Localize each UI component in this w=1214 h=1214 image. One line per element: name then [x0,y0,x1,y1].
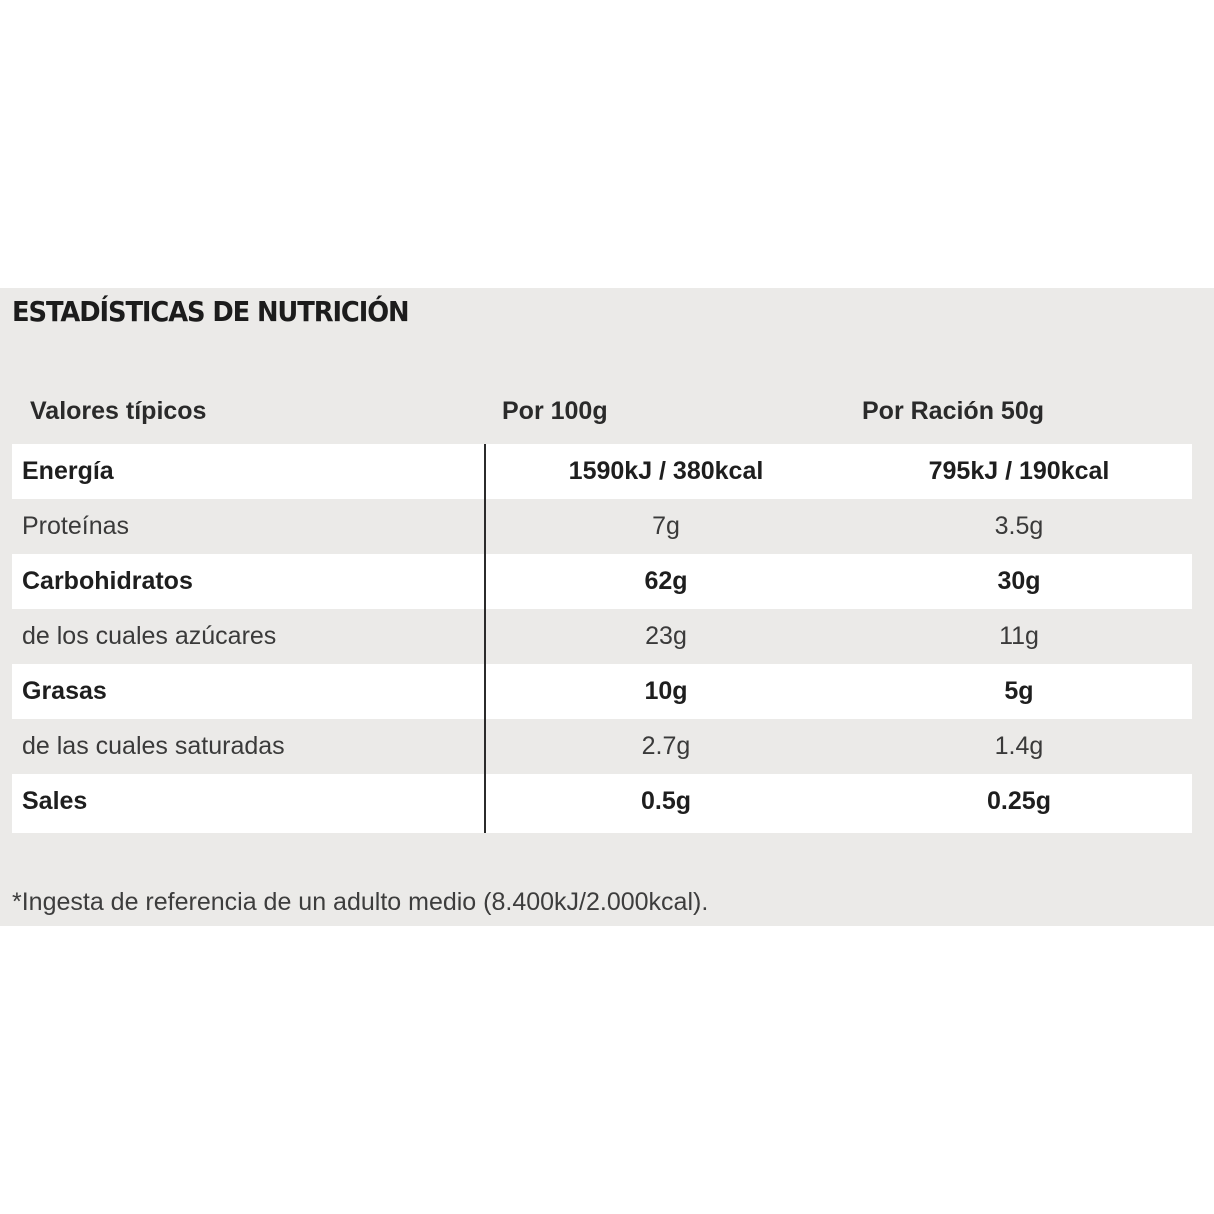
row-label: de los cuales azúcares [22,622,277,650]
row-label: de las cuales saturadas [22,732,285,760]
row-value-per-serving: 0.25g [987,787,1051,815]
row-value-per-serving: 795kJ / 190kcal [928,457,1110,485]
page-title: ESTADÍSTICAS DE NUTRICIÓN [12,295,409,328]
row-label: Energía [22,457,114,485]
row-value-per-100g: 10g [644,677,688,705]
row-value-per-100g: 0.5g [640,787,692,815]
nutrition-table [12,378,1192,833]
row-label: Sales [22,787,88,815]
table-row-saturated [12,719,1192,774]
header-per-100g: Por 100g [502,396,608,425]
row-value-per-serving: 1.4g [994,732,1044,760]
row-value-per-100g: 7g [652,512,680,540]
footnote: *Ingesta de referencia de un adulto medio (8.400kJ/2.000kcal). [12,888,709,916]
row-value-per-serving: 11g [999,622,1039,650]
table-header-row [12,378,1192,444]
row-label: Carbohidratos [22,567,193,595]
table-row-energy [12,444,1192,499]
table-row-fats [12,664,1192,719]
row-label: Proteínas [22,512,130,540]
table-row-carbohydrates [12,554,1192,609]
row-value-per-100g: 2.7g [641,732,691,760]
column-divider [484,444,486,833]
row-value-per-serving: 30g [997,567,1041,595]
row-value-per-100g: 62g [644,567,688,595]
row-value-per-serving: 3.5g [994,512,1044,540]
row-value-per-serving: 5g [1004,677,1034,705]
row-value-per-100g: 23g [645,622,687,650]
row-label: Grasas [22,677,107,705]
table-row-protein [12,499,1192,554]
header-typical-values: Valores típicos [30,396,207,425]
row-value-per-100g: 1590kJ / 380kcal [568,457,764,485]
table-row-salt [12,774,1192,829]
header-per-serving: Por Ración 50g [862,396,1044,425]
table-row-sugars [12,609,1192,664]
